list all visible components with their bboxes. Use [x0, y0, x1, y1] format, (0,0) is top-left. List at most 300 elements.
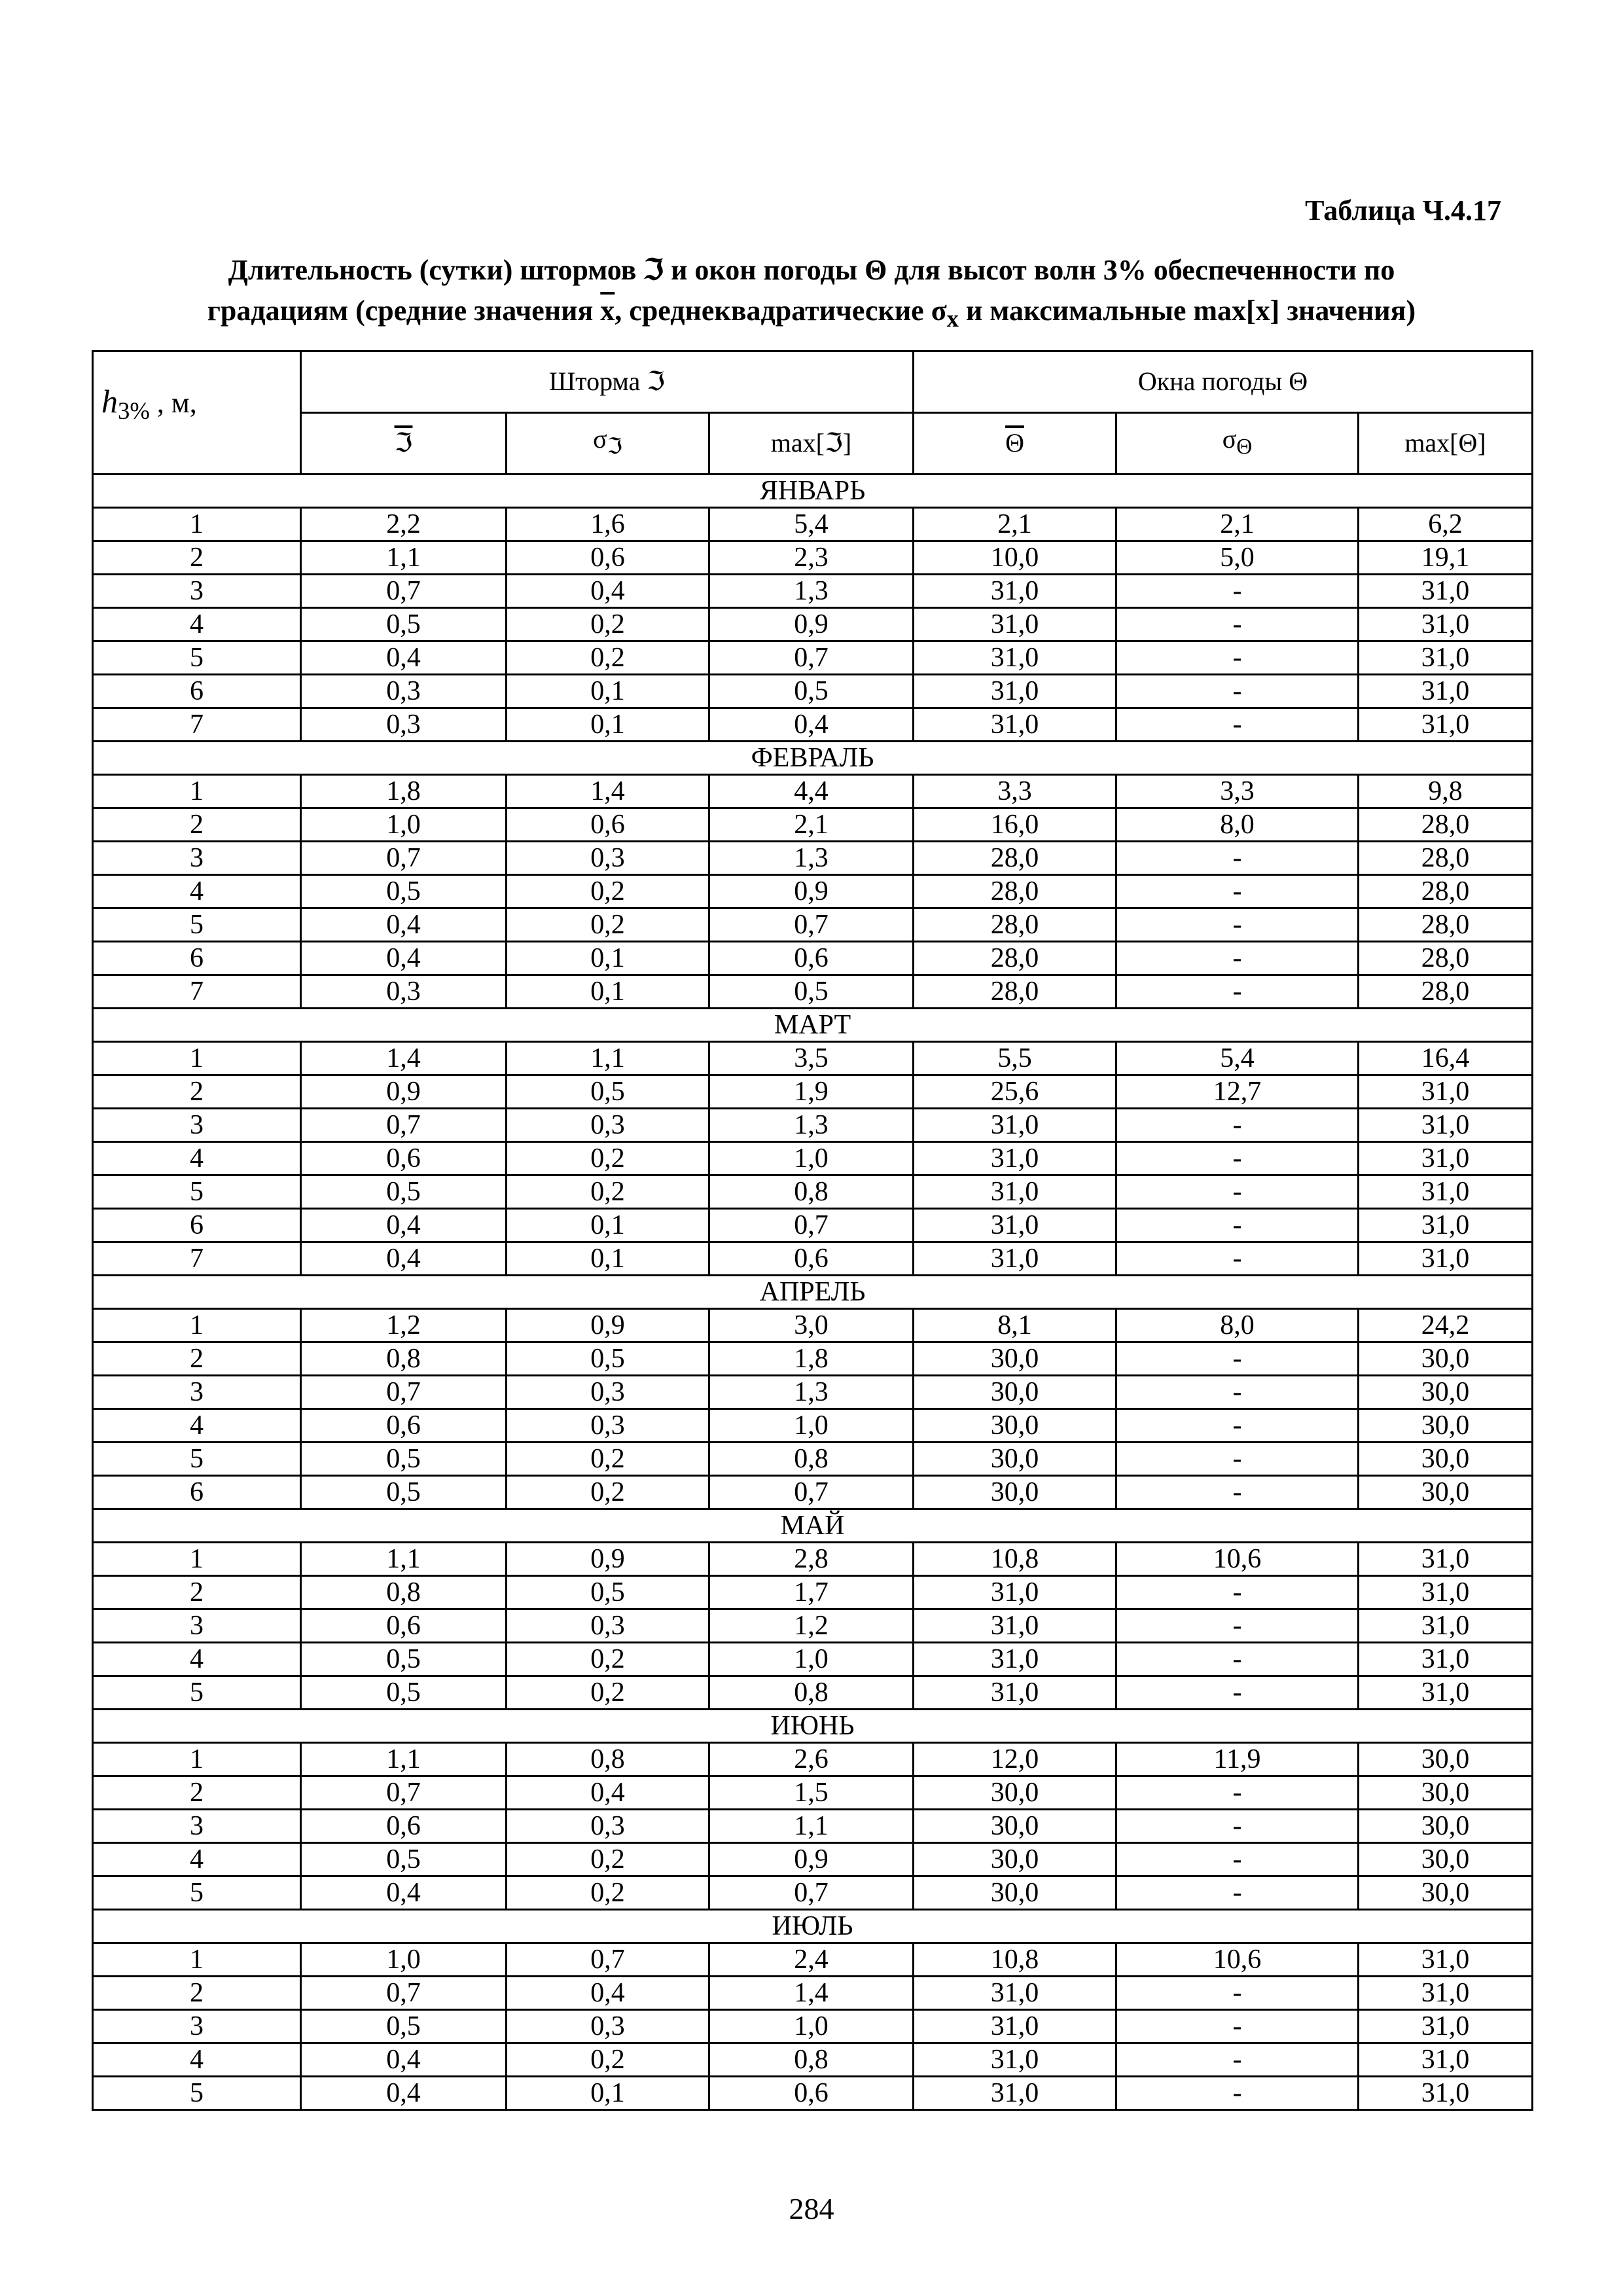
- window-max-cell: 31,0: [1359, 1175, 1533, 1208]
- storm-sigma-cell: 0,2: [507, 1175, 709, 1208]
- window-max-cell: 31,0: [1359, 1208, 1533, 1242]
- window-sigma-cell: -: [1116, 1976, 1359, 2009]
- window-max-cell: 24,2: [1359, 1308, 1533, 1342]
- gradation-cell: 5: [93, 908, 301, 941]
- storm-max-cell: 3,5: [709, 1041, 914, 1075]
- table-row: [93, 1676, 1533, 1709]
- window-mean-cell: 31,0: [914, 1108, 1116, 1141]
- window-mean-cell: 30,0: [914, 1408, 1116, 1442]
- window-mean-cell: 28,0: [914, 941, 1116, 975]
- storm-mean-cell: 1,4: [301, 1041, 507, 1075]
- table-row: [93, 574, 1533, 607]
- month-name: АПРЕЛЬ: [93, 1275, 1533, 1308]
- window-sigma-cell: -: [1116, 1141, 1359, 1175]
- table-row: [93, 641, 1533, 674]
- caption-line-2-part-c: и максимальные max[x] значения): [958, 295, 1416, 327]
- window-max-cell: 30,0: [1359, 1408, 1533, 1442]
- storm-max-cell: 0,9: [709, 874, 914, 908]
- window-max-cell: 31,0: [1359, 1542, 1533, 1575]
- storm-mean-cell: 0,5: [301, 1442, 507, 1475]
- storm-max-cell: 0,6: [709, 2076, 914, 2109]
- gradation-cell: 5: [93, 641, 301, 674]
- storm-max-cell: 1,9: [709, 1075, 914, 1108]
- table-row: [93, 1976, 1533, 2009]
- window-mean-cell: 8,1: [914, 1308, 1116, 1342]
- table-caption: [92, 250, 1531, 339]
- storm-mean-cell: 0,4: [301, 1208, 507, 1242]
- storm-sigma-cell: 0,8: [507, 1742, 709, 1776]
- storm-mean-cell: 0,9: [301, 1075, 507, 1108]
- storm-sigma-cell: 0,3: [507, 1408, 709, 1442]
- window-mean-cell: 25,6: [914, 1075, 1116, 1108]
- storm-sigma-cell: 1,4: [507, 774, 709, 808]
- storm-sigma-cell: 0,9: [507, 1308, 709, 1342]
- table-row: [93, 1242, 1533, 1275]
- window-sigma-cell: -: [1116, 1175, 1359, 1208]
- window-max-cell: 31,0: [1359, 641, 1533, 674]
- window-mean-header: [914, 412, 1116, 474]
- month-header-row: [93, 474, 1533, 507]
- window-mean-cell: 31,0: [914, 574, 1116, 607]
- storm-mean-cell: 0,4: [301, 641, 507, 674]
- table-row: [93, 1342, 1533, 1375]
- window-max-header: max[Θ]: [1359, 412, 1533, 474]
- window-mean-cell: 31,0: [914, 674, 1116, 708]
- window-sigma-cell: -: [1116, 1876, 1359, 1909]
- storm-mean-cell: 0,5: [301, 607, 507, 641]
- window-max-cell: 30,0: [1359, 1475, 1533, 1509]
- gradation-cell: 4: [93, 1642, 301, 1676]
- storm-mean-symbol: ℑ: [394, 428, 413, 458]
- storm-max-cell: 4,4: [709, 774, 914, 808]
- gradation-cell: 1: [93, 774, 301, 808]
- storm-max-cell: 0,6: [709, 941, 914, 975]
- window-sigma-cell: -: [1116, 1208, 1359, 1242]
- table-row: [93, 1943, 1533, 1976]
- storm-max-cell: 0,7: [709, 1876, 914, 1909]
- window-sigma-cell: -: [1116, 607, 1359, 641]
- table-row: [93, 1208, 1533, 1242]
- storm-max-cell: 0,8: [709, 1442, 914, 1475]
- gradation-cell: 2: [93, 1976, 301, 2009]
- table-row: [93, 1308, 1533, 1342]
- storm-max-cell: 0,4: [709, 708, 914, 741]
- window-sigma-cell: -: [1116, 2043, 1359, 2076]
- window-mean-cell: 31,0: [914, 1208, 1116, 1242]
- storm-mean-cell: 0,8: [301, 1342, 507, 1375]
- caption-line-2-part-a: градациям (средние значения: [207, 295, 601, 327]
- storm-sigma-cell: 0,1: [507, 674, 709, 708]
- gradation-cell: 4: [93, 2043, 301, 2076]
- storm-sigma-cell: 0,2: [507, 1676, 709, 1709]
- storm-sigma-cell: 0,2: [507, 1475, 709, 1509]
- gradation-cell: 6: [93, 1208, 301, 1242]
- storm-sigma-cell: 0,5: [507, 1075, 709, 1108]
- table-row: [93, 1442, 1533, 1475]
- storm-max-cell: 1,1: [709, 1809, 914, 1842]
- month-name: МАРТ: [93, 1008, 1533, 1041]
- storm-mean-cell: 0,3: [301, 975, 507, 1008]
- window-sigma-cell: -: [1116, 708, 1359, 741]
- storm-mean-cell: 0,4: [301, 908, 507, 941]
- window-mean-cell: 30,0: [914, 1442, 1116, 1475]
- window-max-cell: 28,0: [1359, 908, 1533, 941]
- gradation-cell: 2: [93, 1776, 301, 1809]
- storm-sigma-cell: 0,3: [507, 2009, 709, 2043]
- storm-mean-cell: 0,7: [301, 1776, 507, 1809]
- table-row: [93, 1141, 1533, 1175]
- window-sigma-cell: -: [1116, 841, 1359, 874]
- window-sigma-cell: 12,7: [1116, 1075, 1359, 1108]
- window-max-cell: 16,4: [1359, 1041, 1533, 1075]
- window-max-cell: 30,0: [1359, 1809, 1533, 1842]
- window-mean-cell: 31,0: [914, 2043, 1116, 2076]
- table-row: [93, 1075, 1533, 1108]
- window-max-cell: 31,0: [1359, 1141, 1533, 1175]
- window-mean-cell: 28,0: [914, 908, 1116, 941]
- window-max-cell: 28,0: [1359, 808, 1533, 841]
- storm-sigma-cell: 0,9: [507, 1542, 709, 1575]
- gradation-cell: 7: [93, 1242, 301, 1275]
- window-max-cell: 30,0: [1359, 1776, 1533, 1809]
- gradation-cell: 2: [93, 1075, 301, 1108]
- window-mean-cell: 28,0: [914, 841, 1116, 874]
- gradation-cell: 3: [93, 1609, 301, 1642]
- window-sigma-cell: -: [1116, 1375, 1359, 1408]
- storm-mean-cell: 0,6: [301, 1809, 507, 1842]
- caption-line-2: [92, 291, 1531, 339]
- storm-max-cell: 2,8: [709, 1542, 914, 1575]
- storm-sigma-subscript: ℑ: [607, 435, 622, 459]
- window-mean-cell: 31,0: [914, 1609, 1116, 1642]
- window-mean-cell: 31,0: [914, 1642, 1116, 1676]
- storm-sigma-cell: 0,2: [507, 1141, 709, 1175]
- gradation-cell: 4: [93, 874, 301, 908]
- height-gradation-header: [93, 351, 301, 475]
- storm-sigma-cell: 0,1: [507, 941, 709, 975]
- window-sigma-cell: -: [1116, 641, 1359, 674]
- storm-sigma-cell: 0,4: [507, 574, 709, 607]
- storm-sigma-cell: 0,1: [507, 1242, 709, 1275]
- storm-max-cell: 0,7: [709, 1208, 914, 1242]
- storm-mean-cell: 1,0: [301, 1943, 507, 1976]
- window-sigma-cell: 11,9: [1116, 1742, 1359, 1776]
- window-sigma-cell: -: [1116, 908, 1359, 941]
- window-max-cell: 30,0: [1359, 1442, 1533, 1475]
- table-row: [93, 1876, 1533, 1909]
- storm-max-cell: 1,0: [709, 1642, 914, 1676]
- window-sigma-cell: -: [1116, 975, 1359, 1008]
- window-mean-cell: 30,0: [914, 1375, 1116, 1408]
- gradation-cell: 7: [93, 975, 301, 1008]
- month-name: ИЮНЬ: [93, 1709, 1533, 1742]
- storm-sigma-cell: 0,1: [507, 708, 709, 741]
- window-mean-cell: 30,0: [914, 1776, 1116, 1809]
- window-max-cell: 31,0: [1359, 1242, 1533, 1275]
- storm-mean-cell: 0,5: [301, 1676, 507, 1709]
- storm-mean-cell: 0,5: [301, 1475, 507, 1509]
- storm-duration-table: [92, 350, 1533, 2111]
- storm-mean-cell: 1,1: [301, 541, 507, 574]
- window-sigma-cell: -: [1116, 1642, 1359, 1676]
- storm-max-cell: 0,7: [709, 641, 914, 674]
- window-mean-cell: 31,0: [914, 2076, 1116, 2109]
- window-max-cell: 31,0: [1359, 708, 1533, 741]
- month-header-row: [93, 1008, 1533, 1041]
- window-mean-cell: 10,8: [914, 1542, 1116, 1575]
- table-row: [93, 674, 1533, 708]
- storm-mean-cell: 0,6: [301, 1408, 507, 1442]
- window-max-cell: 31,0: [1359, 1642, 1533, 1676]
- window-sigma-cell: -: [1116, 1776, 1359, 1809]
- window-sigma-cell: -: [1116, 1408, 1359, 1442]
- window-max-cell: 31,0: [1359, 1976, 1533, 2009]
- window-sigma-cell: -: [1116, 1609, 1359, 1642]
- storm-sigma-symbol: σ: [593, 424, 607, 454]
- storm-sigma-cell: 0,3: [507, 1375, 709, 1408]
- window-max-cell: 31,0: [1359, 574, 1533, 607]
- table-row: [93, 941, 1533, 975]
- table-row: [93, 507, 1533, 541]
- window-sigma-cell: 3,3: [1116, 774, 1359, 808]
- storm-sigma-header: [507, 412, 709, 474]
- storm-max-cell: 1,3: [709, 574, 914, 607]
- storm-max-header: max[ℑ]: [709, 412, 914, 474]
- storm-sigma-cell: 0,2: [507, 874, 709, 908]
- window-mean-cell: 30,0: [914, 1342, 1116, 1375]
- storm-max-cell: 0,7: [709, 1475, 914, 1509]
- storm-sigma-cell: 0,2: [507, 1442, 709, 1475]
- storm-mean-cell: 0,5: [301, 2009, 507, 2043]
- window-sigma-cell: -: [1116, 1809, 1359, 1842]
- window-sigma-cell: 5,0: [1116, 541, 1359, 574]
- storm-sigma-cell: 0,2: [507, 1642, 709, 1676]
- storm-max-cell: 2,4: [709, 1943, 914, 1976]
- table-row: [93, 1108, 1533, 1141]
- window-mean-cell: 31,0: [914, 1676, 1116, 1709]
- gradation-cell: 3: [93, 1108, 301, 1141]
- weather-windows-group-header: Окна погоды Θ: [914, 351, 1533, 413]
- table-row: [93, 1375, 1533, 1408]
- window-sigma-cell: -: [1116, 1242, 1359, 1275]
- storm-mean-cell: 0,7: [301, 841, 507, 874]
- storm-max-cell: 0,9: [709, 1842, 914, 1876]
- month-name: ФЕВРАЛЬ: [93, 741, 1533, 774]
- storm-sigma-cell: 0,1: [507, 975, 709, 1008]
- table-row: [93, 2043, 1533, 2076]
- storm-max-cell: 0,5: [709, 674, 914, 708]
- window-mean-cell: 31,0: [914, 1575, 1116, 1609]
- month-header-row: [93, 1275, 1533, 1308]
- storm-sigma-cell: 0,2: [507, 607, 709, 641]
- storm-max-cell: 0,8: [709, 1175, 914, 1208]
- window-sigma-cell: 5,4: [1116, 1041, 1359, 1075]
- storm-mean-cell: 0,4: [301, 2043, 507, 2076]
- storm-mean-cell: 1,8: [301, 774, 507, 808]
- gradation-cell: 5: [93, 1876, 301, 1909]
- storm-max-cell: 3,0: [709, 1308, 914, 1342]
- table-row: [93, 1408, 1533, 1442]
- storm-mean-header: [301, 412, 507, 474]
- storm-max-cell: 2,3: [709, 541, 914, 574]
- window-mean-cell: 10,8: [914, 1943, 1116, 1976]
- month-name: ИЮЛЬ: [93, 1909, 1533, 1943]
- storm-mean-cell: 0,6: [301, 1141, 507, 1175]
- gradation-cell: 2: [93, 541, 301, 574]
- window-sigma-symbol: σ: [1222, 424, 1237, 454]
- table-row: [93, 541, 1533, 574]
- gradation-cell: 3: [93, 841, 301, 874]
- gradation-cell: 6: [93, 1475, 301, 1509]
- storm-sigma-cell: 0,3: [507, 1609, 709, 1642]
- height-symbol: h: [101, 383, 118, 420]
- gradation-cell: 4: [93, 1842, 301, 1876]
- window-sigma-subscript: Θ: [1236, 435, 1253, 459]
- gradation-cell: 1: [93, 1041, 301, 1075]
- window-mean-cell: 5,5: [914, 1041, 1116, 1075]
- storm-sigma-cell: 0,6: [507, 808, 709, 841]
- storm-sigma-cell: 0,7: [507, 1943, 709, 1976]
- window-max-cell: 31,0: [1359, 674, 1533, 708]
- table-row: [93, 874, 1533, 908]
- storm-max-cell: 1,3: [709, 841, 914, 874]
- storm-mean-cell: 1,1: [301, 1542, 507, 1575]
- gradation-cell: 1: [93, 1943, 301, 1976]
- storm-sigma-cell: 0,3: [507, 841, 709, 874]
- storm-mean-cell: 0,3: [301, 708, 507, 741]
- window-sigma-cell: -: [1116, 2009, 1359, 2043]
- window-mean-cell: 31,0: [914, 641, 1116, 674]
- window-mean-cell: 31,0: [914, 1141, 1116, 1175]
- gradation-cell: 4: [93, 607, 301, 641]
- storm-sigma-cell: 0,5: [507, 1342, 709, 1375]
- window-mean-cell: 16,0: [914, 808, 1116, 841]
- storm-max-cell: 1,5: [709, 1776, 914, 1809]
- storm-max-cell: 1,3: [709, 1108, 914, 1141]
- window-max-cell: 31,0: [1359, 1075, 1533, 1108]
- gradation-cell: 5: [93, 2076, 301, 2109]
- storm-sigma-cell: 0,5: [507, 1575, 709, 1609]
- window-mean-cell: 31,0: [914, 1242, 1116, 1275]
- table-row: [93, 1609, 1533, 1642]
- table-row: [93, 1742, 1533, 1776]
- window-mean-cell: 10,0: [914, 541, 1116, 574]
- gradation-cell: 1: [93, 1742, 301, 1776]
- storm-max-cell: 1,3: [709, 1375, 914, 1408]
- gradation-cell: 7: [93, 708, 301, 741]
- table-number: Таблица Ч.4.17: [1305, 194, 1501, 226]
- storm-sigma-cell: 0,4: [507, 1976, 709, 2009]
- storm-mean-cell: 0,4: [301, 941, 507, 975]
- month-header-row: [93, 1709, 1533, 1742]
- storm-mean-cell: 0,5: [301, 1175, 507, 1208]
- storm-mean-cell: 0,7: [301, 1375, 507, 1408]
- table-row: [93, 841, 1533, 874]
- storm-mean-cell: 2,2: [301, 507, 507, 541]
- storm-sigma-cell: 1,6: [507, 507, 709, 541]
- storm-mean-cell: 0,4: [301, 2076, 507, 2109]
- table-row: [93, 1542, 1533, 1575]
- window-sigma-cell: 8,0: [1116, 808, 1359, 841]
- window-max-cell: 31,0: [1359, 607, 1533, 641]
- window-mean-cell: 30,0: [914, 1809, 1116, 1842]
- gradation-cell: 1: [93, 507, 301, 541]
- table-row: [93, 2076, 1533, 2109]
- storm-max-cell: 5,4: [709, 507, 914, 541]
- storm-sigma-cell: 0,2: [507, 1876, 709, 1909]
- storm-sigma-cell: 0,2: [507, 641, 709, 674]
- gradation-cell: 3: [93, 574, 301, 607]
- window-mean-cell: 31,0: [914, 1976, 1116, 2009]
- page-number: 284: [789, 2192, 834, 2225]
- storm-sigma-cell: 0,6: [507, 541, 709, 574]
- storm-mean-cell: 0,5: [301, 1642, 507, 1676]
- gradation-cell: 6: [93, 941, 301, 975]
- gradation-cell: 4: [93, 1141, 301, 1175]
- storm-sigma-cell: 1,1: [507, 1041, 709, 1075]
- month-name: МАЙ: [93, 1509, 1533, 1542]
- window-sigma-cell: 8,0: [1116, 1308, 1359, 1342]
- window-sigma-cell: -: [1116, 941, 1359, 975]
- window-sigma-cell: -: [1116, 574, 1359, 607]
- caption-mean-symbol: $\overline{x}$: [600, 295, 615, 327]
- window-max-cell: 19,1: [1359, 541, 1533, 574]
- storm-mean-cell: 1,1: [301, 1742, 507, 1776]
- caption-line-1: Длительность (сутки) штормов ℑ и окон погоды Θ для высот волн 3% обеспеченности по: [228, 254, 1395, 286]
- window-mean-cell: 12,0: [914, 1742, 1116, 1776]
- window-mean-cell: 28,0: [914, 975, 1116, 1008]
- gradation-cell: 1: [93, 1542, 301, 1575]
- window-mean-cell: 2,1: [914, 507, 1116, 541]
- window-max-cell: 31,0: [1359, 2009, 1533, 2043]
- storm-max-cell: 1,0: [709, 1141, 914, 1175]
- window-max-cell: 31,0: [1359, 1575, 1533, 1609]
- storm-max-cell: 0,5: [709, 975, 914, 1008]
- height-unit: , м,: [149, 387, 197, 419]
- window-max-cell: 6,2: [1359, 507, 1533, 541]
- table-row: [93, 1842, 1533, 1876]
- window-sigma-cell: 2,1: [1116, 507, 1359, 541]
- table-row: [93, 975, 1533, 1008]
- table-row: [93, 774, 1533, 808]
- window-mean-cell: 31,0: [914, 607, 1116, 641]
- window-sigma-cell: -: [1116, 1442, 1359, 1475]
- gradation-cell: 5: [93, 1442, 301, 1475]
- window-mean-cell: 30,0: [914, 1876, 1116, 1909]
- storms-group-header: Шторма ℑ: [301, 351, 914, 413]
- table-header: [93, 351, 1533, 475]
- storm-mean-cell: 0,8: [301, 1575, 507, 1609]
- window-max-cell: 28,0: [1359, 874, 1533, 908]
- storm-mean-cell: 0,3: [301, 674, 507, 708]
- window-max-cell: 31,0: [1359, 1676, 1533, 1709]
- window-sigma-cell: -: [1116, 1342, 1359, 1375]
- window-max-cell: 30,0: [1359, 1842, 1533, 1876]
- window-max-cell: 31,0: [1359, 1609, 1533, 1642]
- storm-sigma-cell: 0,2: [507, 908, 709, 941]
- month-header-row: [93, 1509, 1533, 1542]
- window-max-cell: 30,0: [1359, 1742, 1533, 1776]
- window-mean-symbol: $\overline{\Theta}$: [1005, 428, 1024, 458]
- table-row: [93, 1776, 1533, 1809]
- window-sigma-cell: -: [1116, 674, 1359, 708]
- gradation-cell: 1: [93, 1308, 301, 1342]
- height-subscript: 3%: [118, 397, 150, 424]
- gradation-cell: 5: [93, 1676, 301, 1709]
- window-max-cell: 30,0: [1359, 1342, 1533, 1375]
- window-mean-cell: 30,0: [914, 1475, 1116, 1509]
- gradation-cell: 3: [93, 1809, 301, 1842]
